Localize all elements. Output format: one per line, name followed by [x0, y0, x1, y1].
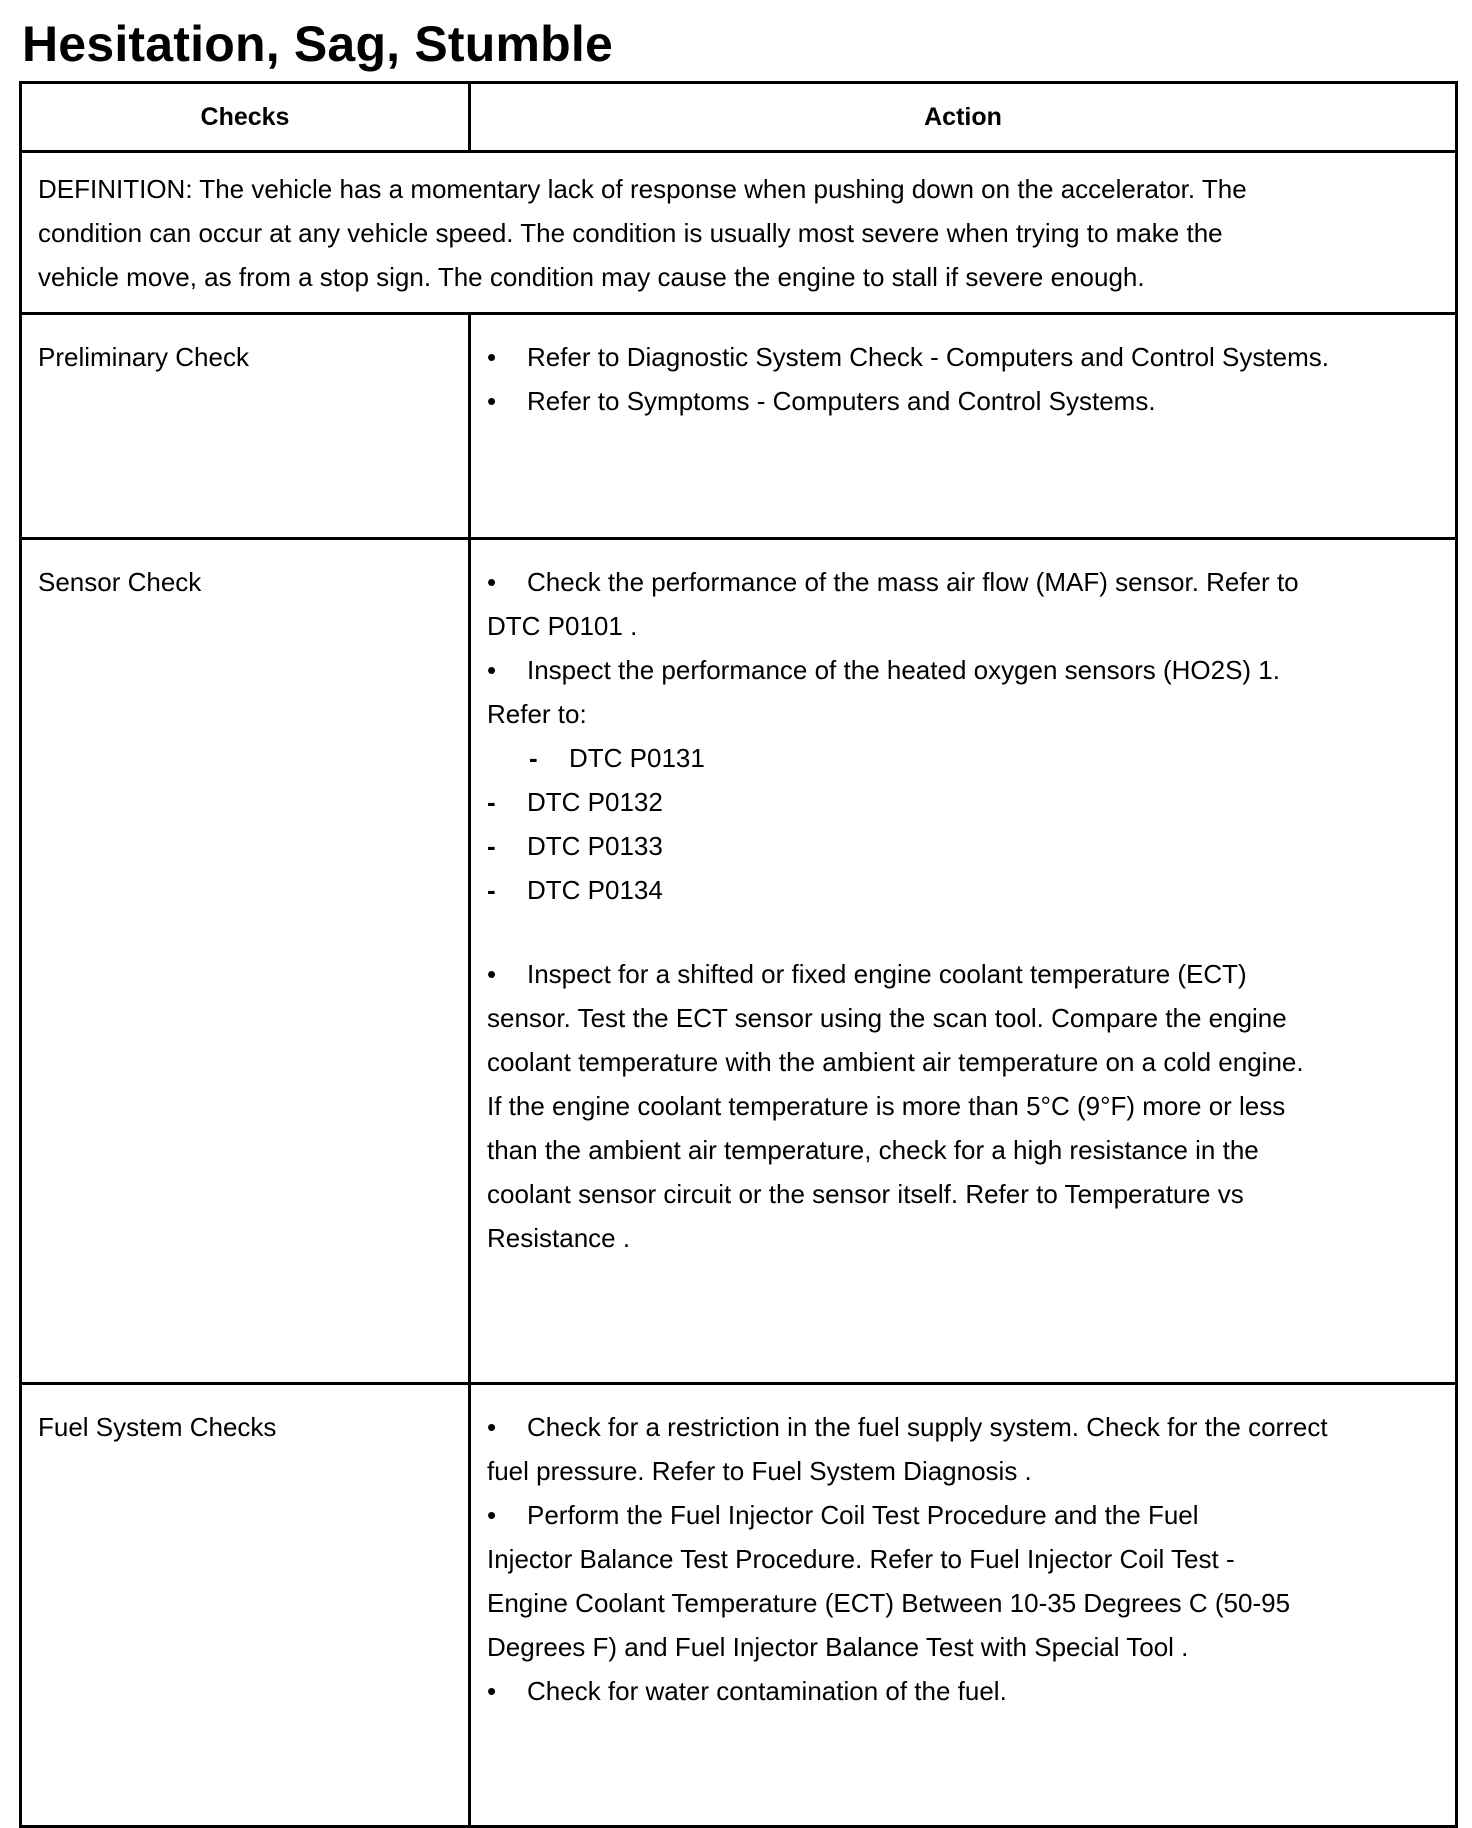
bullet-icon: •: [487, 386, 497, 416]
definition-line: DEFINITION: The vehicle has a momentary lack of response when pushing down on the accelerator. The: [38, 174, 1247, 204]
definition-line: vehicle move, as from a stop sign. The condition may cause the engine to stall if severe enough.: [38, 262, 1145, 292]
text-line: Refer to:: [487, 699, 587, 729]
bullet-item: • Refer to Diagnostic System Check - Computers and Control Systems.: [487, 335, 1439, 379]
check-name-cell: [21, 1384, 470, 1827]
bullet-icon: •: [487, 342, 497, 372]
diagnostic-table: [19, 81, 1458, 1828]
bullet-icon: •: [487, 1500, 497, 1530]
bullet-item: • Check the performance of the mass air flow (MAF) sensor. Refer to: [487, 560, 1439, 604]
table-row-preliminary-check: [21, 314, 1457, 539]
check-name-cell: [21, 314, 470, 539]
bullet-icon: •: [487, 655, 497, 685]
text-line: coolant sensor circuit or the sensor itself. Refer to Temperature vs: [487, 1179, 1244, 1209]
bullet-item: • Inspect for a shifted or fixed engine coolant temperature (ECT): [487, 952, 1439, 996]
definition-cell: [21, 152, 1457, 314]
table-row-sensor-check: [21, 539, 1457, 1384]
dash-item: - DTC P0132: [487, 780, 1439, 824]
text-line: fuel pressure. Refer to Fuel System Diagnosis .: [487, 1456, 1032, 1486]
dash-icon: -: [487, 787, 496, 817]
action-cell: [470, 539, 1457, 1384]
checks-column-header: Checks: [21, 83, 470, 152]
action-column-header: Action: [470, 83, 1457, 152]
action-cell: [470, 1384, 1457, 1827]
spacer: [487, 912, 1439, 952]
definition-row: [21, 152, 1457, 314]
action-cell: [470, 314, 1457, 539]
bullet-icon: •: [487, 1676, 497, 1706]
check-name: Fuel System Checks: [38, 1412, 277, 1442]
bullet-item: • Check for water contamination of the fuel.: [487, 1669, 1439, 1713]
check-name-cell: [21, 539, 470, 1384]
dash-item: - DTC P0133: [487, 824, 1439, 868]
bullet-item: • Refer to Symptoms - Computers and Control Systems.: [487, 379, 1439, 423]
dash-icon: -: [487, 831, 496, 861]
check-name: Sensor Check: [38, 567, 202, 597]
bullet-icon: •: [487, 567, 497, 597]
dash-item: - DTC P0131: [487, 736, 1439, 780]
bullet-item: • Perform the Fuel Injector Coil Test Procedure and the Fuel: [487, 1493, 1439, 1537]
text-line: Engine Coolant Temperature (ECT) Between 10-35 Degrees C (50-95: [487, 1588, 1291, 1618]
dash-icon: -: [487, 875, 496, 905]
text-line: coolant temperature with the ambient air temperature on a cold engine.: [487, 1047, 1304, 1077]
check-name: Preliminary Check: [38, 342, 249, 372]
bullet-item: • Check for a restriction in the fuel supply system. Check for the correct: [487, 1405, 1439, 1449]
bullet-icon: •: [487, 1412, 497, 1442]
page-title: Hesitation, Sag, Stumble: [22, 16, 614, 72]
text-line: Resistance .: [487, 1223, 631, 1253]
text-line: sensor. Test the ECT sensor using the scan tool. Compare the engine: [487, 1003, 1287, 1033]
dash-item: - DTC P0134: [487, 868, 1439, 912]
definition-line: condition can occur at any vehicle speed. The condition is usually most severe when trying to make the: [38, 218, 1223, 248]
text-line: Degrees F) and Fuel Injector Balance Test with Special Tool .: [487, 1632, 1189, 1662]
text-line: than the ambient air temperature, check for a high resistance in the: [487, 1135, 1259, 1165]
table-row-fuel-system-checks: [21, 1384, 1457, 1827]
text-line: Injector Balance Test Procedure. Refer to Fuel Injector Coil Test -: [487, 1544, 1235, 1574]
dash-icon: -: [529, 743, 538, 773]
bullet-icon: •: [487, 959, 497, 989]
text-line: If the engine coolant temperature is more than 5°C (9°F) more or less: [487, 1091, 1286, 1121]
text-line: DTC P0101 .: [487, 611, 638, 641]
bullet-item: • Inspect the performance of the heated oxygen sensors (HO2S) 1.: [487, 648, 1439, 692]
table-header-row: [21, 83, 1457, 152]
